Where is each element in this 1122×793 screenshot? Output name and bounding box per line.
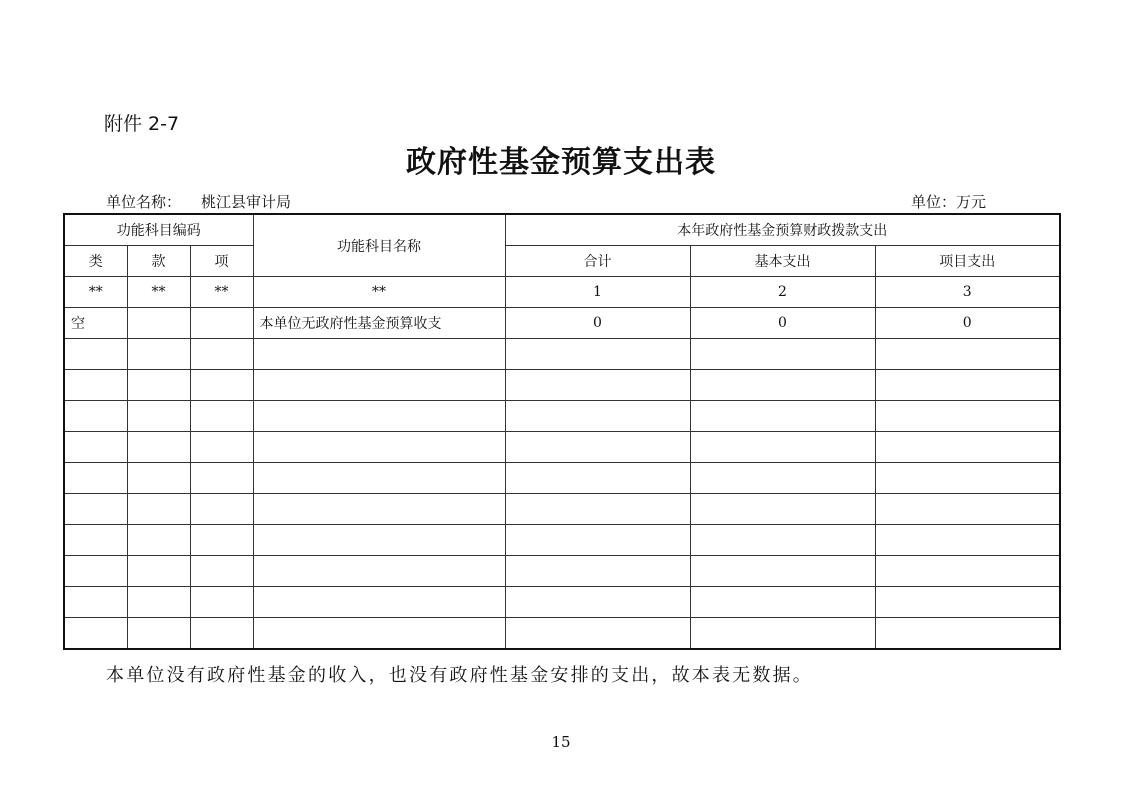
footnote: 本单位没有政府性基金的收入，也没有政府性基金安排的支出，故本表无数据。 bbox=[106, 665, 813, 686]
empty-row bbox=[64, 401, 1060, 432]
index-cell: 1 bbox=[505, 277, 690, 308]
cell-total: 0 bbox=[505, 308, 690, 339]
header-total: 合计 bbox=[505, 246, 690, 277]
empty-row bbox=[64, 494, 1060, 525]
unit-name-value: 桃江县审计局 bbox=[201, 193, 292, 211]
cell-xiang bbox=[190, 308, 253, 339]
unit-name-label: 单位名称： bbox=[106, 193, 182, 211]
unit-measure: 单位：万元 bbox=[911, 193, 987, 211]
empty-row bbox=[64, 463, 1060, 494]
header-fund-expenditure: 本年政府性基金预算财政拨款支出 bbox=[505, 214, 1060, 246]
empty-row bbox=[64, 618, 1060, 650]
index-cell: ** bbox=[190, 277, 253, 308]
expenditure-table bbox=[63, 213, 1061, 650]
cell-kuan bbox=[127, 308, 190, 339]
page-number: 15 bbox=[551, 733, 571, 751]
attachment-label: 附件 2-7 bbox=[104, 113, 180, 135]
cell-project: 0 bbox=[875, 308, 1060, 339]
header-basic: 基本支出 bbox=[690, 246, 875, 277]
header-project: 项目支出 bbox=[875, 246, 1060, 277]
empty-row bbox=[64, 556, 1060, 587]
header-xiang: 项 bbox=[190, 246, 253, 277]
page-title: 政府性基金预算支出表 bbox=[406, 145, 716, 180]
empty-row bbox=[64, 339, 1060, 370]
header-lei: 类 bbox=[64, 246, 127, 277]
header-function-name: 功能科目名称 bbox=[253, 214, 505, 277]
empty-row bbox=[64, 370, 1060, 401]
index-cell: 2 bbox=[690, 277, 875, 308]
header-kuan: 款 bbox=[127, 246, 190, 277]
table-row bbox=[64, 308, 1060, 339]
index-cell: ** bbox=[253, 277, 505, 308]
cell-basic: 0 bbox=[690, 308, 875, 339]
index-cell: ** bbox=[127, 277, 190, 308]
header-row-1 bbox=[64, 214, 1060, 246]
index-row bbox=[64, 277, 1060, 308]
index-cell: 3 bbox=[875, 277, 1060, 308]
empty-row bbox=[64, 587, 1060, 618]
cell-name: 本单位无政府性基金预算收支 bbox=[253, 308, 505, 339]
header-function-code: 功能科目编码 bbox=[64, 214, 253, 246]
header-row-2 bbox=[64, 246, 1060, 277]
empty-row bbox=[64, 432, 1060, 463]
index-cell: ** bbox=[64, 277, 127, 308]
cell-lei: 空 bbox=[64, 308, 127, 339]
empty-row bbox=[64, 525, 1060, 556]
